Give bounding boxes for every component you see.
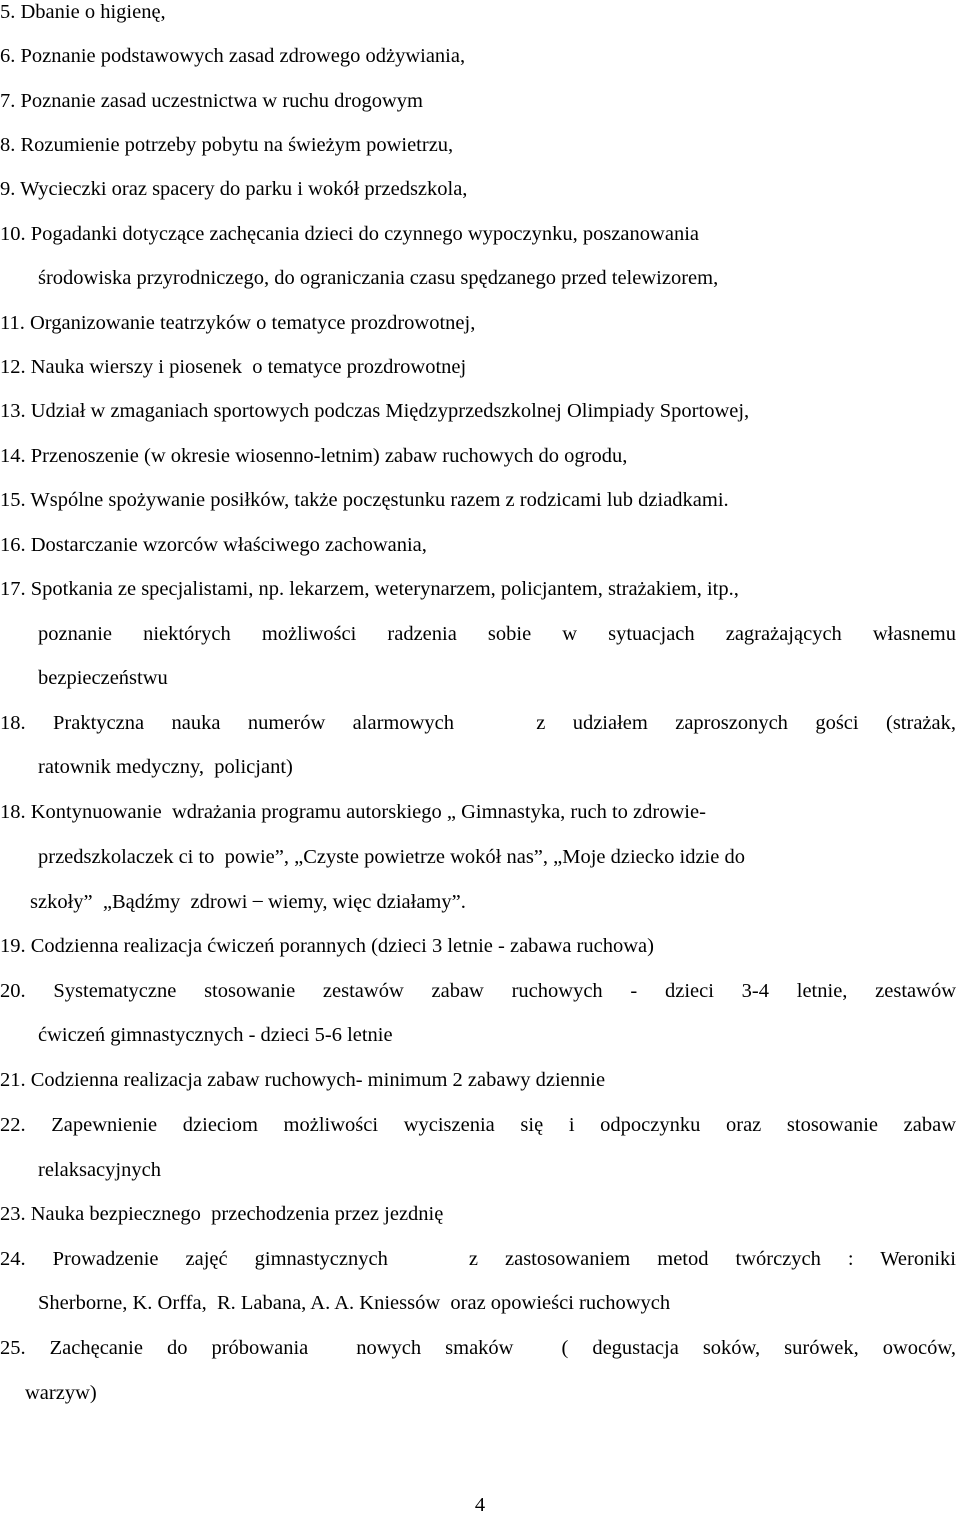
list-item: 18. Kontynuowanie wdrażania programu autorskiego „ Gimnastyka, ruch to zdrowie- xyxy=(0,801,706,823)
page-number: 4 xyxy=(474,1494,486,1516)
list-item: 11. Organizowanie teatrzyków o tematyce prozdrowotnej, xyxy=(0,312,476,334)
list-item-continuation: przedszkolaczek ci to powie”, „Czyste powietrze wokół nas”, „Moje dziecko idzie do xyxy=(38,846,745,868)
list-item: 10. Pogadanki dotyczące zachęcania dzieci do czynnego wypoczynku, poszanowania xyxy=(0,223,699,245)
list-item: 21. Codzienna realizacja zabaw ruchowych- minimum 2 zabawy dziennie xyxy=(0,1069,606,1091)
list-item: 8. Rozumienie potrzeby pobytu na świeżym powietrzu, xyxy=(0,134,454,156)
list-item-continuation: ćwiczeń gimnastycznych - dzieci 5-6 letnie xyxy=(38,1024,393,1046)
list-item: 22. Zapewnienie dzieciom możliwości wyciszenia się i odpoczynku oraz stosowanie zabaw xyxy=(0,1114,956,1136)
list-item: 23. Nauka bezpiecznego przechodzenia przez jezdnię xyxy=(0,1203,444,1225)
list-item: 24. Prowadzenie zajęć gimnastycznych z zastosowaniem metod twórczych : Weroniki xyxy=(0,1248,956,1270)
list-item: 16. Dostarczanie wzorców właściwego zachowania, xyxy=(0,534,427,556)
list-item: 6. Poznanie podstawowych zasad zdrowego odżywiania, xyxy=(0,45,466,67)
list-item-continuation: poznanie niektórych możliwości radzenia sobie w sytuacjach zagrażających własnemu xyxy=(38,623,956,645)
list-item: 25. Zachęcanie do próbowania nowych smaków ( degustacja soków, surówek, owoców, xyxy=(0,1337,957,1359)
list-item: 13. Udział w zmaganiach sportowych podczas Międzyprzedszkolnej Olimpiady Sportowej, xyxy=(0,400,750,422)
list-item: 15. Wspólne spożywanie posiłków, także poczęstunku razem z rodzicami lub dziadkami. xyxy=(0,489,729,511)
list-item: 17. Spotkania ze specjalistami, np. lekarzem, weterynarzem, policjantem, strażakiem, itp., xyxy=(0,578,739,600)
list-item: 19. Codzienna realizacja ćwiczeń porannych (dzieci 3 letnie - zabawa ruchowa) xyxy=(0,935,654,957)
list-item: 5. Dbanie o higienę, xyxy=(0,1,166,23)
list-item-continuation: warzyw) xyxy=(25,1382,97,1404)
list-item-continuation: Sherborne, K. Orffa, R. Labana, A. A. Kniessów oraz opowieści ruchowych xyxy=(38,1292,671,1314)
list-item-continuation: relaksacyjnych xyxy=(38,1159,161,1181)
list-item: 14. Przenoszenie (w okresie wiosenno-letnim) zabaw ruchowych do ogrodu, xyxy=(0,445,628,467)
list-item: 12. Nauka wierszy i piosenek o tematyce prozdrowotnej xyxy=(0,356,467,378)
list-item: 20. Systematyczne stosowanie zestawów zabaw ruchowych - dzieci 3-4 letnie, zestawów xyxy=(0,980,956,1002)
list-item: 9. Wycieczki oraz spacery do parku i wokół przedszkola, xyxy=(0,178,468,200)
list-item: 7. Poznanie zasad uczestnictwa w ruchu drogowym xyxy=(0,90,423,112)
list-item-continuation: bezpieczeństwu xyxy=(38,667,168,689)
list-item-continuation: szkoły” „Bądźmy zdrowi ̶ wiemy, więc działamy”. xyxy=(30,891,466,913)
list-item-continuation: środowiska przyrodniczego, do ograniczania czasu spędzanego przed telewizorem, xyxy=(38,267,719,289)
list-item-continuation: ratownik medyczny, policjant) xyxy=(38,756,293,778)
list-item: 18. Praktyczna nauka numerów alarmowych z udziałem zaproszonych gości (strażak, xyxy=(0,712,957,734)
